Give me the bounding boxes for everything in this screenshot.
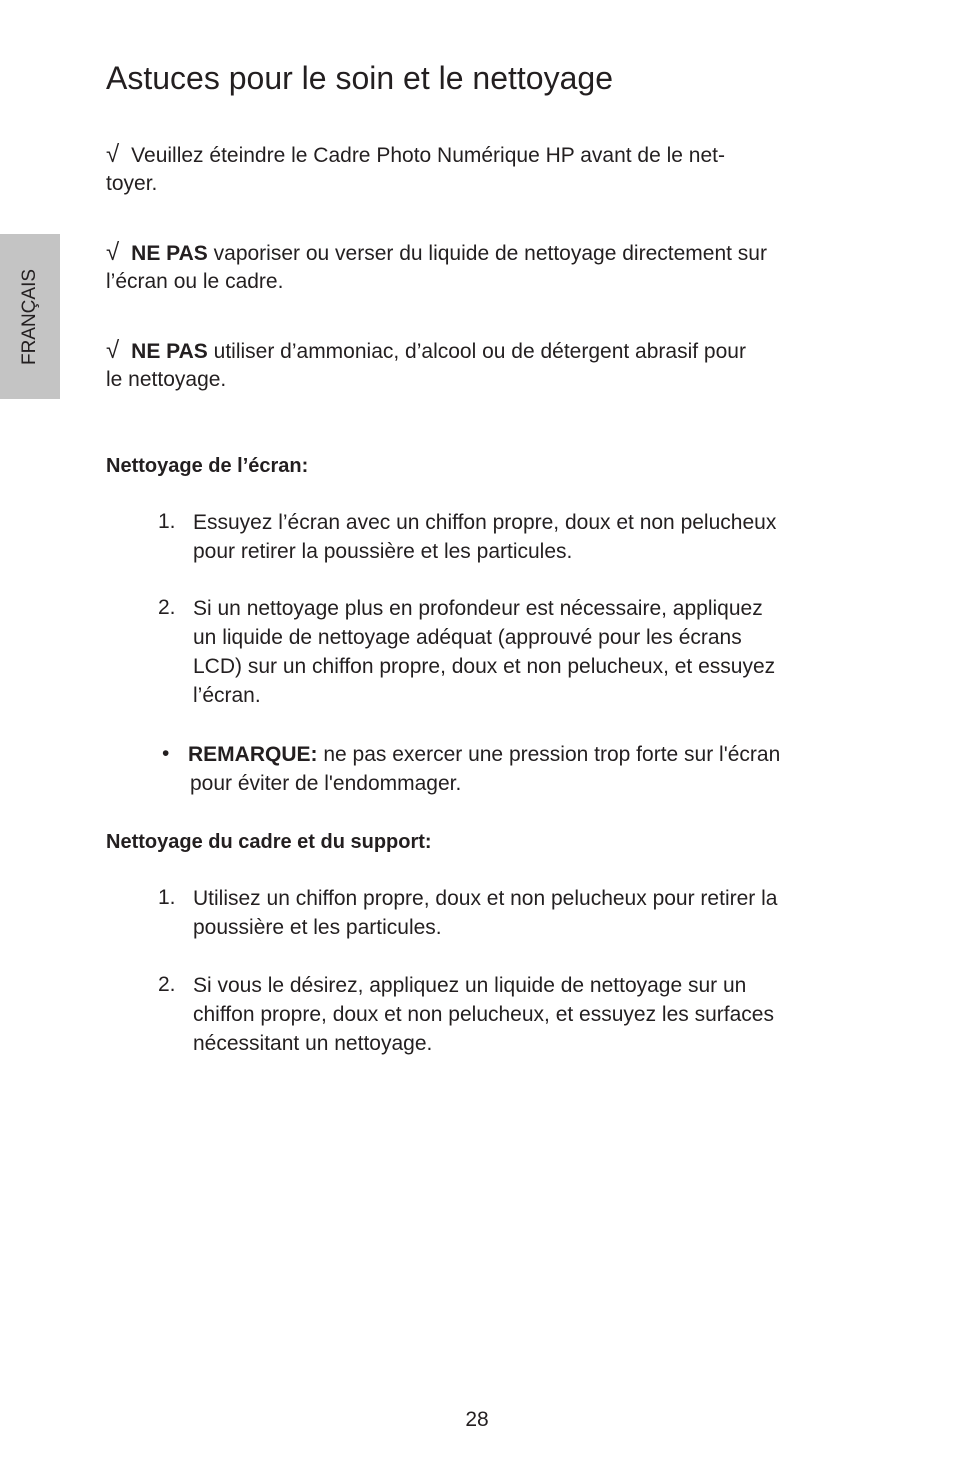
screen-step-2 bbox=[193, 594, 775, 710]
check-icon: √ bbox=[106, 141, 120, 168]
step-text: pour retirer la poussière et les particules. bbox=[193, 540, 573, 563]
tip-bold: NE PAS bbox=[131, 340, 208, 363]
step-text: poussière et les particules. bbox=[193, 916, 442, 939]
step-text: nécessitant un nettoyage. bbox=[193, 1032, 433, 1055]
section-heading-screen: Nettoyage de l’écran: bbox=[106, 455, 309, 477]
frame-step-2 bbox=[193, 971, 774, 1058]
step-text: Essuyez l’écran avec un chiffon propre, doux et non pelucheux bbox=[193, 511, 777, 534]
step-text: un liquide de nettoyage adéquat (approuvé pour les écrans bbox=[193, 626, 742, 649]
step-text: chiffon propre, doux et non pelucheux, et essuyez les surfaces bbox=[193, 1003, 774, 1026]
tip-text: Veuillez éteindre le Cadre Photo Numérique HP avant de le net- bbox=[131, 144, 725, 167]
step-number: 1. bbox=[158, 510, 176, 533]
tip-1 bbox=[106, 140, 725, 198]
tip-3 bbox=[106, 336, 746, 394]
screen-step-1 bbox=[193, 508, 776, 566]
step-text: LCD) sur un chiffon propre, doux et non pelucheux, et essuyez bbox=[193, 655, 776, 678]
tip-text: l’écran ou le cadre. bbox=[106, 270, 284, 293]
step-text: Utilisez un chiffon propre, doux et non pelucheux pour retirer la bbox=[193, 887, 778, 910]
language-tab-label: FRANÇAIS bbox=[19, 268, 40, 365]
tip-text: vaporiser ou verser du liquide de nettoyage directement sur bbox=[207, 242, 767, 265]
frame-step-1 bbox=[193, 884, 777, 942]
tip-text: le nettoyage. bbox=[106, 368, 227, 391]
note bbox=[188, 740, 780, 798]
tip-text: toyer. bbox=[106, 172, 158, 195]
step-text: Si vous le désirez, appliquez un liquide de nettoyage sur un bbox=[193, 974, 747, 997]
step-number: 2. bbox=[158, 596, 176, 619]
tip-2 bbox=[106, 238, 767, 296]
step-number: 2. bbox=[158, 973, 176, 996]
section-heading-frame: Nettoyage du cadre et du support: bbox=[106, 831, 432, 853]
language-tab bbox=[0, 234, 60, 399]
page-title: Astuces pour le soin et le nettoyage bbox=[106, 60, 613, 96]
step-number: 1. bbox=[158, 886, 176, 909]
step-text: l’écran. bbox=[193, 684, 261, 707]
tip-bold: NE PAS bbox=[131, 242, 208, 265]
step-text: Si un nettoyage plus en profondeur est nécessaire, appliquez bbox=[193, 597, 763, 620]
check-icon: √ bbox=[106, 337, 120, 364]
bullet-icon: • bbox=[162, 742, 170, 765]
note-text: pour éviter de l'endommager. bbox=[190, 772, 462, 795]
note-text: ne pas exercer une pression trop forte sur l'écran bbox=[317, 743, 781, 766]
tip-text: utiliser d’ammoniac, d’alcool ou de détergent abrasif pour bbox=[207, 340, 746, 363]
note-label: REMARQUE: bbox=[188, 743, 318, 766]
check-icon: √ bbox=[106, 239, 120, 266]
page-number: 28 bbox=[465, 1408, 489, 1431]
